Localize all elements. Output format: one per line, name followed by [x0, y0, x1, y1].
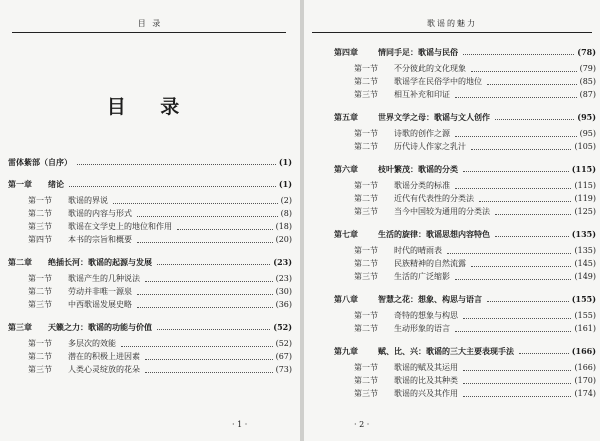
toc-label: 第三节 — [28, 222, 52, 231]
dot-leader — [145, 281, 273, 282]
toc-entry-title: 生动形象的语言 — [394, 324, 450, 333]
toc-page-number: (79) — [579, 64, 596, 73]
toc-label: 第二章 — [8, 257, 32, 267]
toc-page-number: (8) — [280, 209, 292, 218]
dot-leader — [471, 266, 571, 267]
dot-leader — [137, 216, 278, 217]
toc-label: 第三节 — [354, 272, 378, 281]
toc-page-number: (87) — [579, 90, 596, 99]
toc-page-number: (67) — [275, 352, 292, 361]
dot-leader — [145, 372, 273, 373]
toc-section-row — [334, 89, 596, 101]
toc-page-number: (1) — [278, 157, 292, 167]
dot-leader — [157, 329, 270, 330]
toc-section-row — [334, 206, 596, 218]
dot-leader — [177, 229, 273, 230]
dot-leader — [455, 97, 577, 98]
toc-page-number: (105) — [574, 142, 596, 151]
toc-entry-title: 歌谣的内容与形式 — [68, 209, 132, 218]
toc-entry-title: 当今中国较为通用的分类法 — [394, 207, 490, 216]
toc-entry-title: 潜在的积极上进因素 — [68, 352, 140, 361]
toc-entry-title: 歌谣的赋及其运用 — [394, 363, 458, 372]
toc-entry-title: 雷体紫部（自序） — [8, 157, 72, 167]
toc-section-row — [8, 338, 292, 350]
toc-page-number: (2) — [280, 196, 292, 205]
toc-label: 第三节 — [354, 389, 378, 398]
toc-page-number: (18) — [275, 222, 292, 231]
toc-label: 第九章 — [334, 346, 358, 356]
dot-leader — [137, 294, 273, 295]
toc-page-number: (36) — [275, 300, 292, 309]
dot-leader — [471, 71, 577, 72]
toc-page-number: (166) — [574, 363, 596, 372]
toc-entry-title: 人类心灵绽放的花朵 — [68, 365, 140, 374]
dot-leader — [121, 346, 273, 347]
toc-label: 第二节 — [354, 194, 378, 203]
toc-entry-title: 多层次的效能 — [68, 339, 116, 348]
toc-chapter-row — [8, 178, 292, 190]
toc-label: 第七章 — [334, 229, 358, 239]
dot-leader — [77, 164, 276, 165]
toc-label: 第一节 — [354, 129, 378, 138]
toc-section-row — [8, 273, 292, 285]
dot-leader — [479, 201, 571, 202]
toc-page-number: (174) — [574, 389, 596, 398]
dot-leader — [495, 214, 571, 215]
dot-leader — [69, 186, 276, 187]
dot-leader — [463, 396, 571, 397]
dot-leader — [463, 318, 571, 319]
toc-page-number: (52) — [275, 339, 292, 348]
page-title: 目 录 — [106, 96, 194, 118]
toc-entry-title: 歌谣产生的几种说法 — [68, 274, 140, 283]
toc-section-row — [334, 193, 596, 205]
toc-chapter-row — [8, 256, 292, 268]
toc-chapter-row — [334, 345, 596, 357]
toc-entry-title: 历代诗人作家之乳汁 — [394, 142, 466, 151]
toc-label: 第二节 — [354, 77, 378, 86]
dot-leader — [455, 188, 571, 189]
dot-leader — [455, 136, 577, 137]
running-head: 歌谣的魅力 — [427, 19, 477, 28]
dot-leader — [113, 203, 278, 204]
toc-page-number: (52) — [273, 322, 292, 332]
toc-label: 第二节 — [354, 324, 378, 333]
toc-page-number: (145) — [574, 259, 596, 268]
dot-leader — [471, 149, 571, 150]
toc-page-number: (149) — [574, 272, 596, 281]
toc-section-row — [334, 63, 596, 75]
toc-section-row — [334, 128, 596, 140]
dot-leader — [463, 54, 574, 55]
toc-chapter-row — [8, 321, 292, 333]
toc-entry-title: 歌谣学在民俗学中的地位 — [394, 77, 482, 86]
toc-entry-title: 生活的广泛缩影 — [394, 272, 450, 281]
toc-entry-title: 劳动并非唯一源泉 — [68, 287, 132, 296]
toc-entry-title: 赋、比、兴：歌谣的三大主要表现手法 — [378, 346, 514, 356]
toc-chapter-row — [334, 111, 596, 123]
toc-chapter-row — [334, 228, 596, 240]
toc-section-row — [334, 258, 596, 270]
toc-label: 第一节 — [354, 181, 378, 190]
toc-page-number: (95) — [579, 129, 596, 138]
toc-section-row — [8, 195, 292, 207]
toc-page-number: (85) — [579, 77, 596, 86]
toc-entry-title: 歌谣的界说 — [68, 196, 108, 205]
toc-entry-title: 情同手足：歌谣与民俗 — [378, 47, 458, 57]
toc-page-number: (170) — [574, 376, 596, 385]
toc-chapter-row — [334, 46, 596, 58]
dot-leader — [137, 307, 273, 308]
toc-entry-title: 时代的晴雨表 — [394, 246, 442, 255]
toc-page-number: (95) — [577, 112, 596, 122]
dot-leader — [447, 253, 571, 254]
dot-leader — [157, 264, 270, 265]
toc-page-number: (78) — [577, 47, 596, 57]
toc-section-row — [8, 351, 292, 363]
toc-page-number: (119) — [574, 194, 596, 203]
toc-section-row — [334, 310, 596, 322]
dot-leader — [455, 331, 571, 332]
toc-section-row — [8, 221, 292, 233]
toc-entry-title: 绝插长河：歌谣的起源与发展 — [48, 257, 152, 267]
toc-label: 第一节 — [354, 363, 378, 372]
toc-label: 第一章 — [8, 179, 32, 189]
toc-section-row — [8, 234, 292, 246]
right-page — [304, 0, 600, 441]
toc-section-row — [334, 375, 596, 387]
dot-leader — [145, 359, 273, 360]
toc-entry-title: 本书的宗旨和概要 — [68, 235, 132, 244]
toc-label: 第八章 — [334, 294, 358, 304]
toc-page-number: (30) — [275, 287, 292, 296]
toc-entry-title: 绪论 — [48, 179, 64, 189]
toc-label: 第五章 — [334, 112, 358, 122]
toc-page-number: (1) — [278, 179, 292, 189]
toc-section-row — [334, 245, 596, 257]
dot-leader — [455, 279, 571, 280]
toc-label: 第二节 — [28, 209, 52, 218]
dot-leader — [519, 353, 569, 354]
toc-page-number: (115) — [571, 164, 596, 174]
toc-page-number: (155) — [571, 294, 596, 304]
toc-entry-title: 歌谣在文学史上的地位和作用 — [68, 222, 172, 231]
toc-entry-title: 歌谣的兴及其作用 — [394, 389, 458, 398]
toc-entry-title: 歌谣的比及其种类 — [394, 376, 458, 385]
toc-entry-title: 不分彼此的文化现象 — [394, 64, 466, 73]
toc-section-row — [8, 364, 292, 376]
toc-chapter-row — [8, 156, 292, 168]
toc-entry-title: 民族精神的自然流露 — [394, 259, 466, 268]
toc-page-number: (115) — [574, 181, 596, 190]
toc-label: 第三章 — [8, 322, 32, 332]
toc-label: 第六章 — [334, 164, 358, 174]
toc-entry-title: 枝叶繁茂：歌谣的分类 — [378, 164, 458, 174]
toc-label: 第四节 — [28, 235, 52, 244]
toc-label: 第三节 — [28, 300, 52, 309]
toc-chapter-row — [334, 293, 596, 305]
toc-section-row — [8, 286, 292, 298]
toc-label: 第一节 — [28, 274, 52, 283]
toc-section-row — [334, 141, 596, 153]
toc-label: 第一节 — [354, 246, 378, 255]
toc-section-row — [334, 323, 596, 335]
toc-section-row — [334, 388, 596, 400]
dot-leader — [463, 171, 569, 172]
dot-leader — [495, 119, 574, 120]
toc-section-row — [334, 180, 596, 192]
toc-chapter-row — [334, 163, 596, 175]
toc-entry-title: 近代有代表性的分类法 — [394, 194, 474, 203]
toc-label: 第一节 — [28, 196, 52, 205]
toc-entry-title: 歌谣分类的标准 — [394, 181, 450, 190]
toc-label: 第三节 — [28, 365, 52, 374]
toc-entry-title: 相互补充和印证 — [394, 90, 450, 99]
toc-page-number: (125) — [574, 207, 596, 216]
toc-section-row — [334, 271, 596, 283]
toc-label: 第二节 — [354, 376, 378, 385]
toc-entry-title: 诗歌的创作之源 — [394, 129, 450, 138]
dot-leader — [495, 236, 569, 237]
toc-entry-title: 智慧之花：想象、构思与语言 — [378, 294, 482, 304]
page-number: · 1 · — [232, 420, 248, 429]
toc-label: 第二节 — [354, 142, 378, 151]
toc-entry-title: 天籁之力：歌谣的功能与价值 — [48, 322, 152, 332]
toc-entry-title: 中西歌谣发展史略 — [68, 300, 132, 309]
toc-label: 第一节 — [354, 64, 378, 73]
toc-page-number: (135) — [571, 229, 596, 239]
toc-page-number: (161) — [574, 324, 596, 333]
toc-entry-title: 世界文学之母：歌谣与文人创作 — [378, 112, 490, 122]
toc-label: 第一节 — [28, 339, 52, 348]
dot-leader — [487, 301, 569, 302]
dot-leader — [463, 370, 571, 371]
toc-label: 第二节 — [28, 287, 52, 296]
header-rule — [312, 32, 592, 33]
dot-leader — [487, 84, 577, 85]
running-head: 目 录 — [137, 19, 163, 28]
toc-section-row — [8, 208, 292, 220]
dot-leader — [463, 383, 571, 384]
toc-page-number: (23) — [275, 274, 292, 283]
toc-page-number: (20) — [275, 235, 292, 244]
toc-label: 第三节 — [354, 207, 378, 216]
toc-label: 第四章 — [334, 47, 358, 57]
page-number: · 2 · — [354, 420, 370, 429]
toc-section-row — [334, 76, 596, 88]
toc-page-number: (135) — [574, 246, 596, 255]
toc-label: 第二节 — [354, 259, 378, 268]
header-rule — [12, 32, 286, 33]
toc-label: 第二节 — [28, 352, 52, 361]
toc-page-number: (73) — [275, 365, 292, 374]
toc-label: 第一节 — [354, 311, 378, 320]
toc-page-number: (166) — [571, 346, 596, 356]
toc-entry-title: 奇特的想象与构思 — [394, 311, 458, 320]
toc-page-number: (23) — [273, 257, 292, 267]
toc-label: 第三节 — [354, 90, 378, 99]
toc-section-row — [334, 362, 596, 374]
toc-section-row — [8, 299, 292, 311]
toc-page-number: (155) — [574, 311, 596, 320]
toc-entry-title: 生活的旋律：歌谣思想内容特色 — [378, 229, 490, 239]
dot-leader — [137, 242, 273, 243]
